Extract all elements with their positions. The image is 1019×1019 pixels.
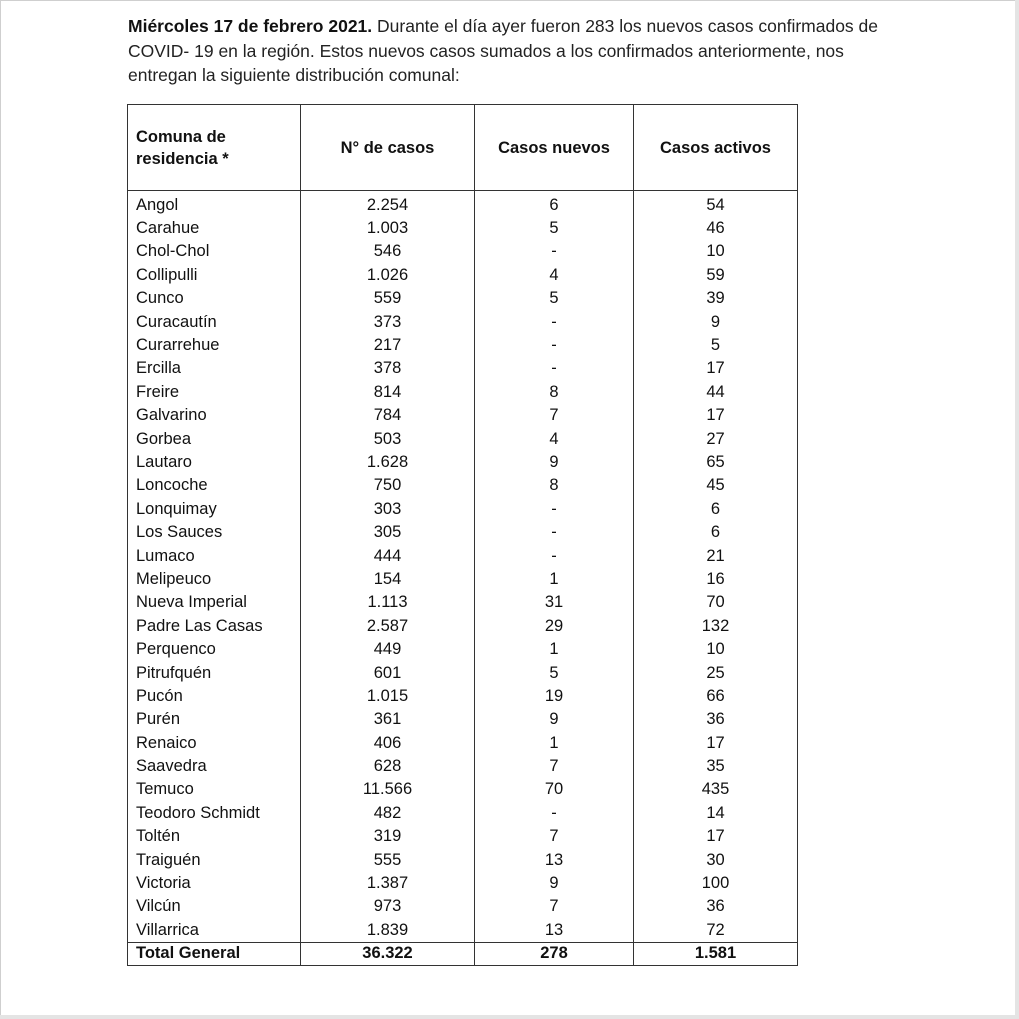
casos-nuevos-cell: 31 xyxy=(475,591,634,614)
comuna-cell: Freire xyxy=(128,380,301,403)
table-row xyxy=(128,731,798,754)
comuna-cell: Ercilla xyxy=(128,357,301,380)
comuna-cell: Cunco xyxy=(128,287,301,310)
casos-nuevos-cell: - xyxy=(475,333,634,356)
casos-cell: 449 xyxy=(301,637,475,660)
comuna-cell: Collipulli xyxy=(128,263,301,286)
comuna-cell: Temuco xyxy=(128,778,301,801)
table-row xyxy=(128,544,798,567)
table-row xyxy=(128,427,798,450)
comuna-cell: Lumaco xyxy=(128,544,301,567)
comuna-cell: Lautaro xyxy=(128,450,301,473)
casos-activos-cell: 54 xyxy=(634,191,798,217)
casos-activos-cell: 25 xyxy=(634,661,798,684)
comuna-cell: Nueva Imperial xyxy=(128,591,301,614)
table-row xyxy=(128,918,798,942)
total-casos-activos: 1.581 xyxy=(634,942,798,965)
total-casos-nuevos: 278 xyxy=(475,942,634,965)
table-body xyxy=(128,191,798,943)
casos-cell: 784 xyxy=(301,404,475,427)
casos-cell: 601 xyxy=(301,661,475,684)
table-row xyxy=(128,380,798,403)
intro-text: Durante el día ayer fueron 283 los nuevos casos confirmados de COVID- 19 en la región. Estos nuevos casos sumados a los confirmados anteriormente, nos entregan la siguiente distribución comunal: xyxy=(128,16,879,85)
comuna-cell: Gorbea xyxy=(128,427,301,450)
casos-cell: 373 xyxy=(301,310,475,333)
table-row xyxy=(128,684,798,707)
casos-activos-cell: 45 xyxy=(634,474,798,497)
casos-cell: 750 xyxy=(301,474,475,497)
casos-activos-cell: 14 xyxy=(634,801,798,824)
casos-nuevos-cell: 8 xyxy=(475,474,634,497)
casos-nuevos-cell: 6 xyxy=(475,191,634,217)
comuna-cell: Toltén xyxy=(128,825,301,848)
casos-activos-cell: 39 xyxy=(634,287,798,310)
casos-activos-cell: 44 xyxy=(634,380,798,403)
page-shadow-bottom xyxy=(0,1015,1019,1019)
table-row xyxy=(128,333,798,356)
table-row xyxy=(128,801,798,824)
casos-nuevos-cell: 9 xyxy=(475,450,634,473)
casos-cell: 628 xyxy=(301,754,475,777)
casos-cell: 361 xyxy=(301,708,475,731)
casos-cell: 1.015 xyxy=(301,684,475,707)
casos-nuevos-cell: 1 xyxy=(475,567,634,590)
casos-activos-cell: 72 xyxy=(634,918,798,942)
casos-cell: 303 xyxy=(301,497,475,520)
table-row xyxy=(128,310,798,333)
header-casos-activos: Casos activos xyxy=(634,105,798,191)
casos-cell: 1.628 xyxy=(301,450,475,473)
casos-cell: 319 xyxy=(301,825,475,848)
casos-cell: 2.587 xyxy=(301,614,475,637)
casos-nuevos-cell: - xyxy=(475,497,634,520)
comuna-cell: Renaico xyxy=(128,731,301,754)
casos-nuevos-cell: 5 xyxy=(475,661,634,684)
total-row xyxy=(128,942,798,965)
casos-cell: 1.839 xyxy=(301,918,475,942)
casos-nuevos-cell: - xyxy=(475,520,634,543)
table-row xyxy=(128,520,798,543)
intro-paragraph xyxy=(128,14,908,88)
casos-activos-cell: 70 xyxy=(634,591,798,614)
casos-nuevos-cell: 5 xyxy=(475,287,634,310)
casos-cell: 2.254 xyxy=(301,191,475,217)
casos-activos-cell: 100 xyxy=(634,871,798,894)
table-row xyxy=(128,895,798,918)
comuna-cell: Curarrehue xyxy=(128,333,301,356)
casos-activos-cell: 5 xyxy=(634,333,798,356)
casos-activos-cell: 66 xyxy=(634,684,798,707)
casos-nuevos-cell: 13 xyxy=(475,918,634,942)
casos-nuevos-cell: - xyxy=(475,544,634,567)
casos-nuevos-cell: 7 xyxy=(475,754,634,777)
casos-cell: 1.026 xyxy=(301,263,475,286)
header-casos-nuevos: Casos nuevos xyxy=(475,105,634,191)
casos-nuevos-cell: 5 xyxy=(475,216,634,239)
casos-nuevos-cell: 29 xyxy=(475,614,634,637)
table-row xyxy=(128,567,798,590)
casos-nuevos-cell: 7 xyxy=(475,825,634,848)
table-row xyxy=(128,497,798,520)
header-casos: N° de casos xyxy=(301,105,475,191)
casos-activos-cell: 17 xyxy=(634,731,798,754)
casos-cell: 1.003 xyxy=(301,216,475,239)
casos-activos-cell: 17 xyxy=(634,825,798,848)
casos-nuevos-cell: 7 xyxy=(475,895,634,918)
casos-cell: 555 xyxy=(301,848,475,871)
comuna-cell: Villarrica xyxy=(128,918,301,942)
comuna-cell: Perquenco xyxy=(128,637,301,660)
total-casos: 36.322 xyxy=(301,942,475,965)
casos-cell: 482 xyxy=(301,801,475,824)
comuna-cell: Chol-Chol xyxy=(128,240,301,263)
comuna-cell: Pucón xyxy=(128,684,301,707)
casos-cell: 503 xyxy=(301,427,475,450)
table-row xyxy=(128,240,798,263)
casos-nuevos-cell: 70 xyxy=(475,778,634,801)
table-row xyxy=(128,614,798,637)
casos-activos-cell: 59 xyxy=(634,263,798,286)
table-row xyxy=(128,871,798,894)
casos-nuevos-cell: 4 xyxy=(475,263,634,286)
casos-cell: 559 xyxy=(301,287,475,310)
table-row xyxy=(128,404,798,427)
casos-nuevos-cell: 19 xyxy=(475,684,634,707)
comuna-cell: Los Sauces xyxy=(128,520,301,543)
casos-cell: 305 xyxy=(301,520,475,543)
casos-activos-cell: 10 xyxy=(634,240,798,263)
table-footer xyxy=(128,942,798,965)
casos-nuevos-cell: 13 xyxy=(475,848,634,871)
casos-activos-cell: 46 xyxy=(634,216,798,239)
intro-date: Miércoles 17 de febrero 2021. xyxy=(128,16,373,36)
comuna-cell: Melipeuco xyxy=(128,567,301,590)
casos-cell: 973 xyxy=(301,895,475,918)
comuna-cell: Saavedra xyxy=(128,754,301,777)
casos-cell: 217 xyxy=(301,333,475,356)
comuna-cell: Pitrufquén xyxy=(128,661,301,684)
casos-nuevos-cell: - xyxy=(475,801,634,824)
casos-activos-cell: 17 xyxy=(634,404,798,427)
casos-cell: 11.566 xyxy=(301,778,475,801)
table-row xyxy=(128,754,798,777)
comuna-cell: Carahue xyxy=(128,216,301,239)
comuna-cell: Angol xyxy=(128,191,301,217)
casos-cell: 546 xyxy=(301,240,475,263)
comuna-cell: Loncoche xyxy=(128,474,301,497)
casos-activos-cell: 35 xyxy=(634,754,798,777)
total-label: Total General xyxy=(128,942,301,965)
table-row xyxy=(128,263,798,286)
casos-activos-cell: 30 xyxy=(634,848,798,871)
table-row xyxy=(128,708,798,731)
casos-nuevos-cell: 9 xyxy=(475,871,634,894)
table-row xyxy=(128,287,798,310)
casos-activos-cell: 36 xyxy=(634,708,798,731)
table-row xyxy=(128,661,798,684)
casos-activos-cell: 10 xyxy=(634,637,798,660)
table-row xyxy=(128,191,798,217)
casos-activos-cell: 17 xyxy=(634,357,798,380)
header-comuna: Comuna de residencia * xyxy=(128,105,301,191)
casos-nuevos-cell: 1 xyxy=(475,637,634,660)
comuna-cell: Traiguén xyxy=(128,848,301,871)
casos-nuevos-cell: 9 xyxy=(475,708,634,731)
comuna-cell: Victoria xyxy=(128,871,301,894)
casos-activos-cell: 9 xyxy=(634,310,798,333)
casos-activos-cell: 132 xyxy=(634,614,798,637)
casos-cell: 1.113 xyxy=(301,591,475,614)
comuna-cell: Purén xyxy=(128,708,301,731)
casos-activos-cell: 6 xyxy=(634,497,798,520)
casos-activos-cell: 16 xyxy=(634,567,798,590)
table-header xyxy=(128,105,798,191)
casos-activos-cell: 27 xyxy=(634,427,798,450)
casos-nuevos-cell: 8 xyxy=(475,380,634,403)
casos-activos-cell: 36 xyxy=(634,895,798,918)
table-row xyxy=(128,848,798,871)
casos-nuevos-cell: - xyxy=(475,240,634,263)
table-row xyxy=(128,450,798,473)
casos-cell: 444 xyxy=(301,544,475,567)
comuna-cell: Teodoro Schmidt xyxy=(128,801,301,824)
casos-nuevos-cell: 4 xyxy=(475,427,634,450)
table-row xyxy=(128,591,798,614)
casos-cell: 814 xyxy=(301,380,475,403)
casos-activos-cell: 435 xyxy=(634,778,798,801)
casos-nuevos-cell: - xyxy=(475,310,634,333)
casos-cell: 1.387 xyxy=(301,871,475,894)
casos-nuevos-cell: 1 xyxy=(475,731,634,754)
table-row xyxy=(128,825,798,848)
casos-activos-cell: 6 xyxy=(634,520,798,543)
casos-nuevos-cell: 7 xyxy=(475,404,634,427)
page-shadow-right xyxy=(1015,0,1019,1019)
table-row xyxy=(128,474,798,497)
table-row xyxy=(128,778,798,801)
casos-cell: 378 xyxy=(301,357,475,380)
casos-cell: 154 xyxy=(301,567,475,590)
comuna-cell: Curacautín xyxy=(128,310,301,333)
comuna-cell: Vilcún xyxy=(128,895,301,918)
table-row xyxy=(128,216,798,239)
comuna-cell: Lonquimay xyxy=(128,497,301,520)
table-row xyxy=(128,357,798,380)
casos-activos-cell: 21 xyxy=(634,544,798,567)
casos-activos-cell: 65 xyxy=(634,450,798,473)
table-row xyxy=(128,637,798,660)
comuna-cell: Padre Las Casas xyxy=(128,614,301,637)
casos-nuevos-cell: - xyxy=(475,357,634,380)
casos-cell: 406 xyxy=(301,731,475,754)
comuna-cell: Galvarino xyxy=(128,404,301,427)
cases-table xyxy=(127,104,798,966)
